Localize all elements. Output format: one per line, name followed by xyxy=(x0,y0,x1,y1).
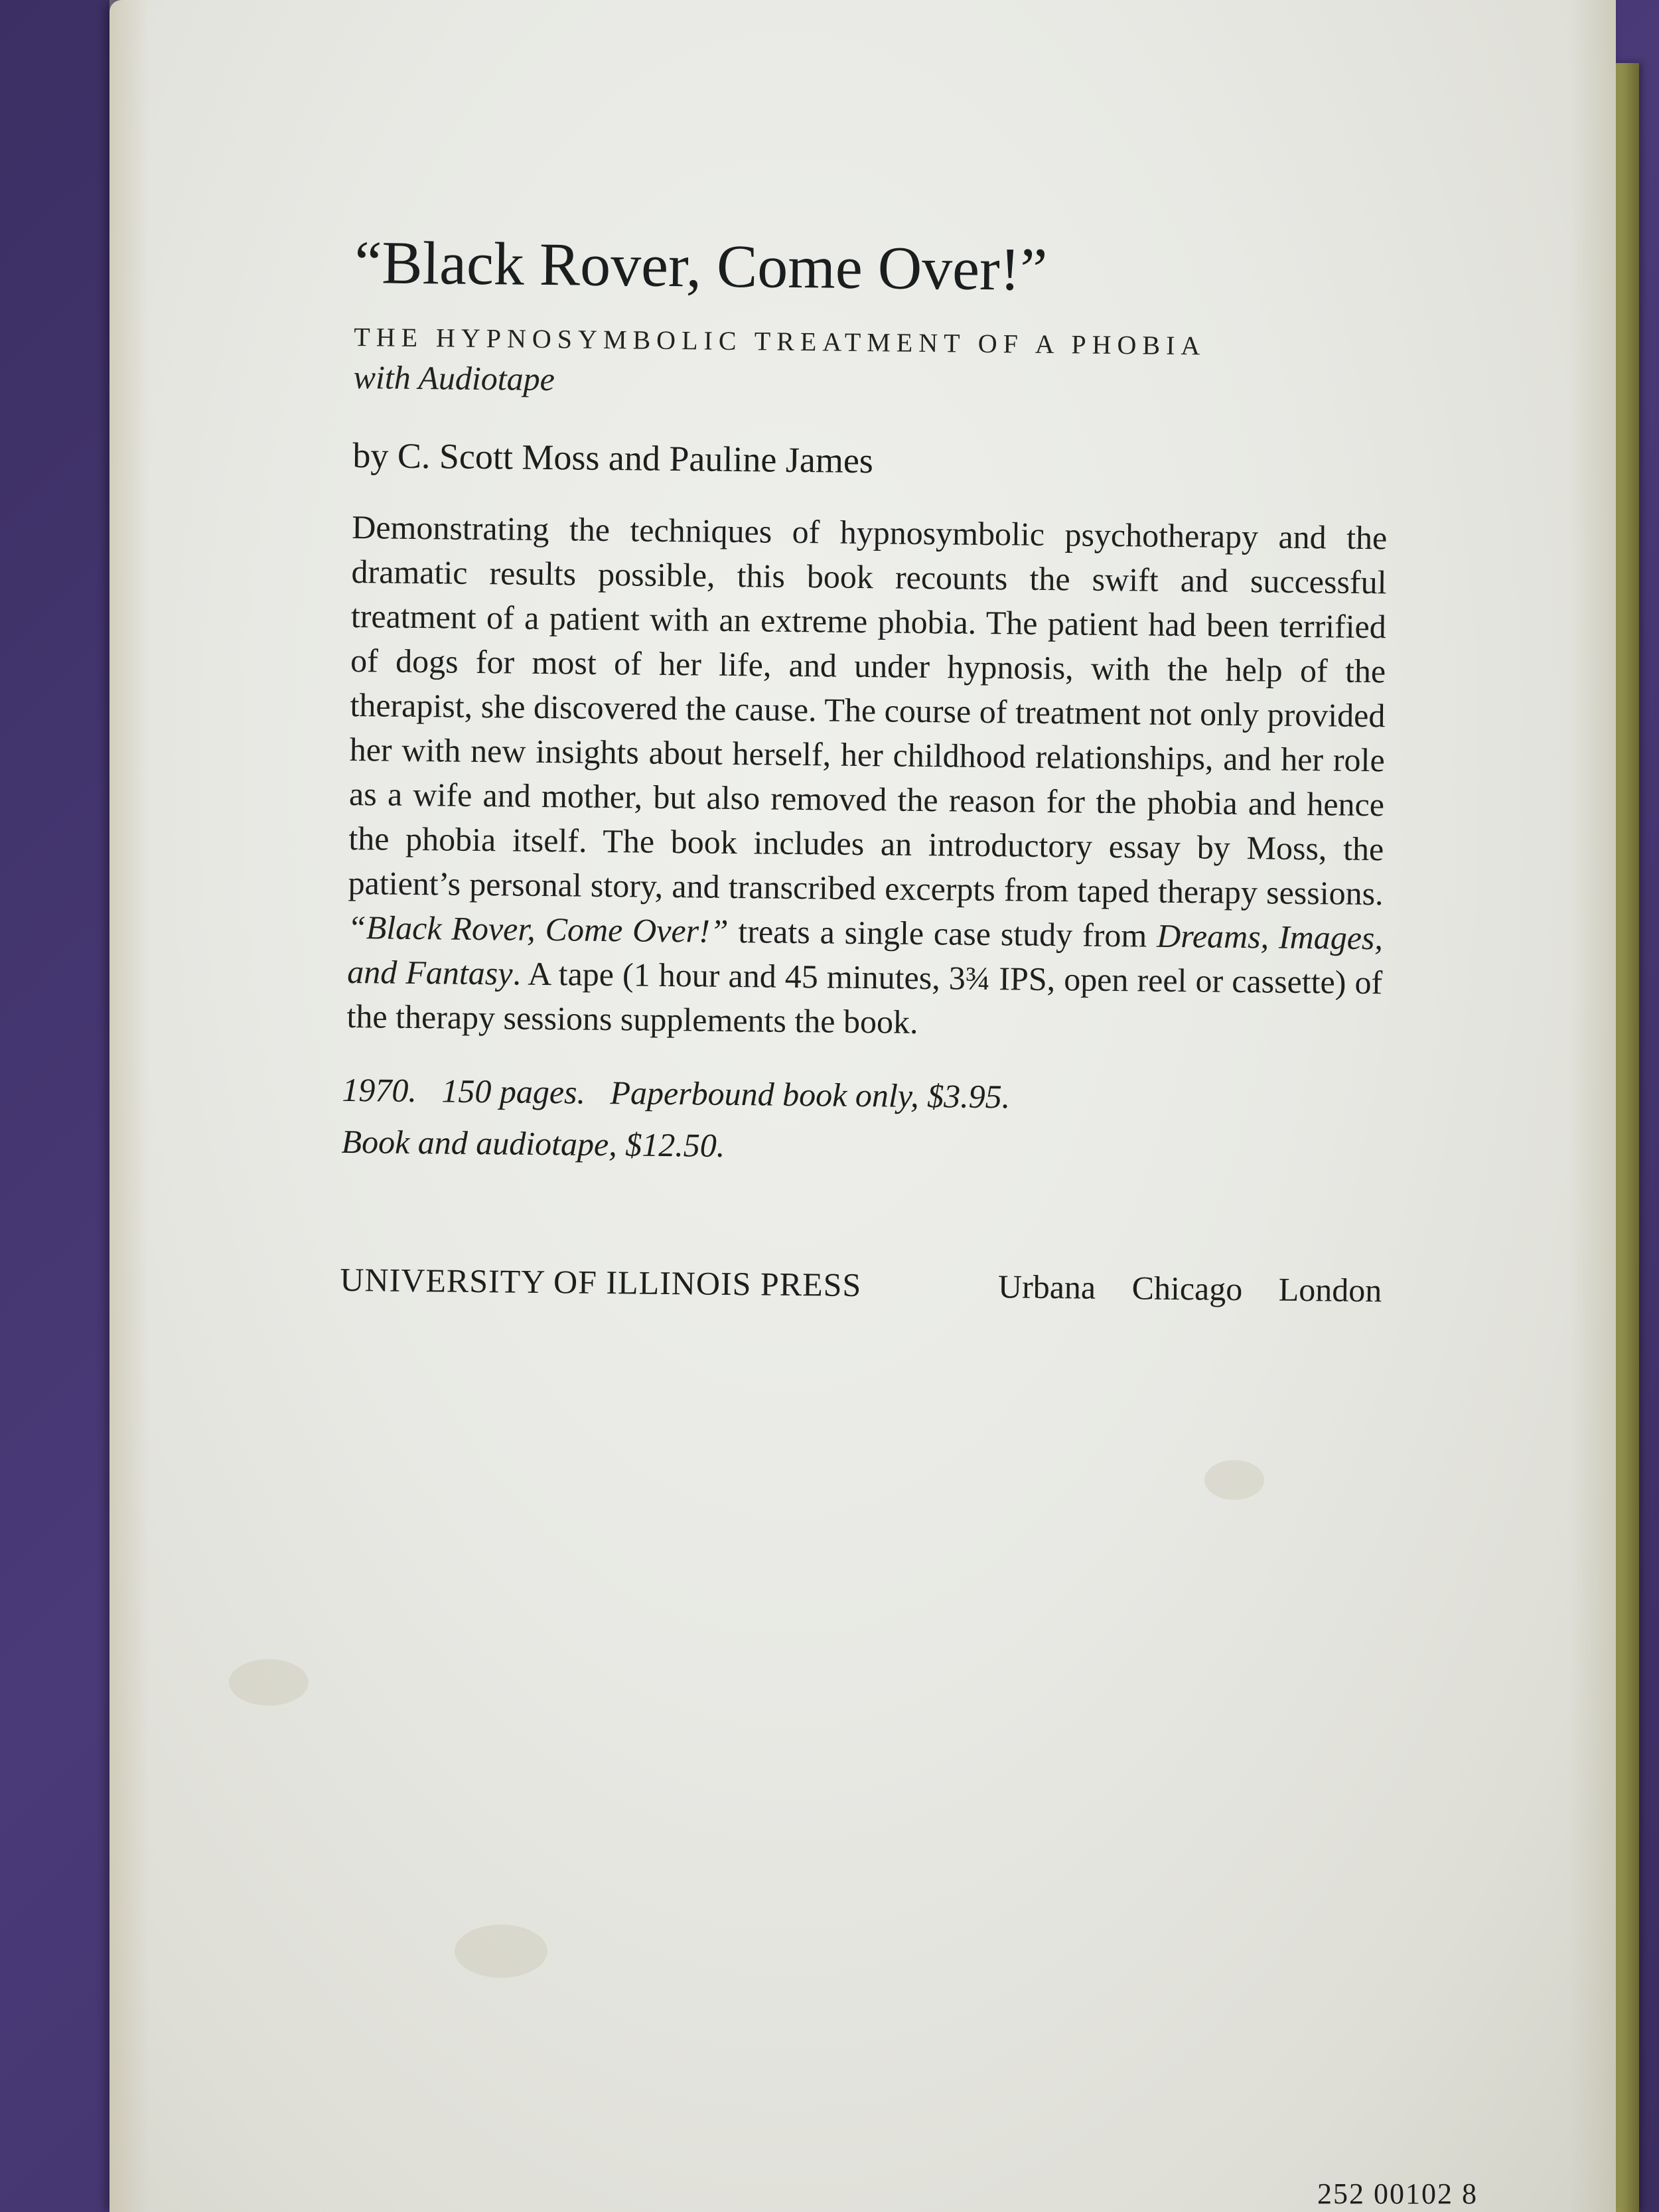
book-subtitle-audiotape: with Audiotape xyxy=(353,358,555,398)
publisher-city: Urbana xyxy=(997,1268,1096,1306)
book-description xyxy=(346,505,1387,1049)
publisher-name: UNIVERSITY OF ILLINOIS PRESS xyxy=(340,1261,862,1304)
description-text-3: . A tape (1 hour and 45 minutes, 3¾ IPS, open reel or cassette) of the therapy sessions supplements the book. xyxy=(346,954,1383,1041)
description-italic-title: “Black Rover, Come Over!” xyxy=(347,909,729,950)
publisher-city: Chicago xyxy=(1131,1269,1243,1308)
publication-info-line-2: Book and audiotape, $12.50. xyxy=(341,1123,725,1165)
cover-text-block xyxy=(340,228,1390,1309)
description-italic-source: Dreams, Images, and Fantasy xyxy=(346,917,1384,992)
description-text-2: treats a single case study from xyxy=(728,913,1157,954)
publisher-city: London xyxy=(1278,1270,1382,1309)
description-text-1: Demonstrating the techniques of hypnosymbolic psychotherapy and the dramatic results possible, this book recounts the swift and successful treatment of a patient with an extreme phobia. The patient had been terrified of dogs for most of her life, and under hypnosis, with the help of the therapist, she discovered the cause. The course of treatment not only provided her with new insights about herself, her childhood relationships, and her role as a wife and mother, but also removed the reason for the phobia and hence the phobia itself. The book includes an introductory essay by Moss, the patient’s personal story, and transcribed excerpts from taped therapy sessions. xyxy=(348,508,1388,913)
book-authors: by C. Scott Moss and Pauline James xyxy=(352,435,874,481)
publisher-cities xyxy=(970,1267,1382,1309)
book-subtitle: THE HYPNOSYMBOLIC TREATMENT OF A PHOBIA xyxy=(354,322,1206,361)
book-title: “Black Rover, Come Over!” xyxy=(354,228,1048,303)
publication-info xyxy=(341,1064,1382,1178)
stain xyxy=(229,1659,309,1706)
stain xyxy=(455,1925,547,1978)
publication-info-line-1: 1970. 150 pages. Paperbound book only, $3.95. xyxy=(342,1071,1011,1116)
stain xyxy=(1204,1460,1264,1500)
isbn-number: 252 00102 8 xyxy=(1317,2177,1478,2210)
